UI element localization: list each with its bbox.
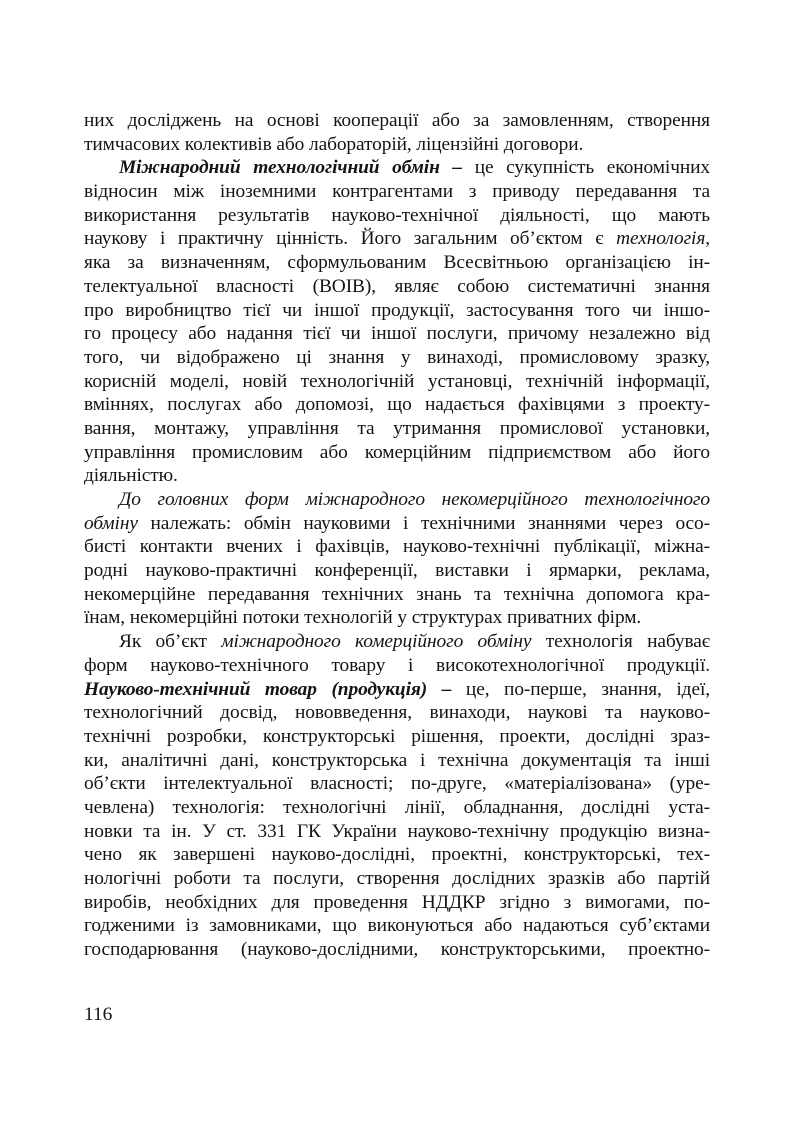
- text-run: нологічні роботи та послуги, створення дослідних зразків або партій: [84, 868, 710, 889]
- text-run: годженими із замовниками, що виконуються або надаються суб’єктами: [84, 915, 710, 937]
- text-line: [84, 441, 710, 465]
- text-line: [84, 488, 710, 512]
- paragraph: [84, 109, 710, 156]
- paragraph: [84, 156, 710, 488]
- text-line: [84, 749, 710, 773]
- text-line: [84, 393, 710, 417]
- text-run: належать: обмін науковими і технічними знаннями через осо-: [137, 512, 710, 534]
- text-line: [84, 891, 710, 915]
- text-line: [84, 654, 710, 678]
- text-run: виробів, необхідних для проведення НДДКР згідно з вимогами, по-: [84, 891, 710, 913]
- text-line: [84, 867, 710, 891]
- text-run: відносин між іноземними контрагентами з приводу передавання та: [84, 181, 710, 203]
- text-run: телектуальної власності (ВОІВ), являє собою систематичні знання: [84, 275, 710, 297]
- text-line: [84, 914, 710, 938]
- text-run: ки, аналітичні дані, конструкторська і технічна документація та інші: [84, 749, 710, 771]
- text-run: діяльністю.: [84, 465, 178, 487]
- text-run: технологія набуває: [531, 631, 711, 653]
- text-run: новки та ін. У ст. 331 ГК України науково-технічну продукцію визна-: [84, 820, 710, 842]
- page-number: 116: [84, 1004, 113, 1025]
- text-run: родні науково-практичні конференції, виставки і ярмарки, реклама,: [84, 560, 710, 582]
- text-run: того, чи відображено ці знання у винаході, промисловому зразку,: [84, 346, 710, 368]
- emphasis-text: Науково-технічний товар (продукція) –: [84, 678, 452, 700]
- text-run: наукову і практичну цінність. Його загальним об’єктом є: [84, 228, 617, 250]
- text-line: [84, 796, 710, 820]
- text-line: [84, 109, 710, 133]
- emphasis-text: технологія: [616, 228, 706, 250]
- text-run: яка за визначенням, сформульованим Всесвітньою організацією ін-: [84, 252, 710, 274]
- text-line: [84, 772, 710, 796]
- text-line: [84, 583, 710, 607]
- text-line: [84, 322, 710, 346]
- text-line: [84, 678, 710, 702]
- emphasis-text: міжнародного комерційного обміну: [221, 631, 532, 653]
- text-run: вміннях, послугах або допомозі, що надається фахівцями з проекту-: [84, 394, 710, 416]
- text-line: [84, 370, 710, 394]
- text-run: тимчасових колективів або лабораторій, ліцензійні договори.: [84, 133, 584, 155]
- text-line: [84, 725, 710, 749]
- text-line: [84, 275, 710, 299]
- text-run: вання, монтажу, управління та утримання промислової установки,: [84, 417, 710, 439]
- text-run: господарювання (науково-дослідними, конструкторськими, проектно-: [84, 939, 710, 961]
- text-run: корисній моделі, новій технологічній установці, технічній інформації,: [84, 370, 710, 392]
- text-run: управління промисловим або комерційним підприємством або його: [84, 441, 710, 463]
- text-line: [84, 251, 710, 275]
- text-run: Як об’єкт: [119, 631, 222, 653]
- text-line: [84, 630, 710, 654]
- text-run: це сукупність економічних: [462, 157, 710, 179]
- emphasis-text: Міжнародний технологічний обмін –: [119, 157, 463, 179]
- page-body: [84, 109, 710, 962]
- text-line: [84, 512, 710, 536]
- text-line: [84, 701, 710, 725]
- text-line: [84, 346, 710, 370]
- text-run: го процесу або надання тієї чи іншої послуги, причому незалежно від: [84, 323, 710, 345]
- text-line: [84, 464, 710, 488]
- text-line: [84, 156, 710, 180]
- text-line: [84, 843, 710, 867]
- text-line: [84, 606, 710, 630]
- text-line: [84, 938, 710, 962]
- text-line: [84, 180, 710, 204]
- text-run: технічні розробки, конструкторські рішення, проекти, дослідні зраз-: [84, 725, 710, 747]
- text-run: бисті контакти вчених і фахівців, науково-технічні публікації, міжна-: [84, 536, 710, 558]
- text-line: [84, 299, 710, 323]
- paragraph: [84, 488, 710, 630]
- text-run: це, по-перше, знання, ідеї,: [451, 678, 710, 700]
- paragraph: [84, 630, 710, 962]
- text-run: їнам, некомерційні потоки технологій у структурах приватних фірм.: [84, 607, 642, 629]
- text-run: ,: [705, 228, 710, 250]
- text-run: форм науково-технічного товару і високотехнологічної продукції.: [84, 654, 710, 676]
- text-run: об’єкти інтелектуальної власності; по-друге, «матеріалізована» (уре-: [84, 773, 710, 795]
- text-run: використання результатів науково-технічної діяльності, що мають: [84, 204, 710, 226]
- text-run: чено як завершені науково-дослідні, проектні, конструкторські, тех-: [84, 844, 710, 866]
- text-line: [84, 227, 710, 251]
- emphasis-text: обміну: [84, 512, 138, 534]
- text-run: них досліджень на основі кооперації або за замовленням, створення: [84, 110, 710, 131]
- text-run: некомерційне передавання технічних знань та технічна допомога кра-: [84, 583, 710, 605]
- text-line: [84, 133, 710, 157]
- text-line: [84, 204, 710, 228]
- text-line: [84, 559, 710, 583]
- text-line: [84, 820, 710, 844]
- text-line: [84, 417, 710, 441]
- text-line: [84, 535, 710, 559]
- emphasis-text: До головних форм міжнародного некомерційного технологічного: [119, 489, 710, 510]
- text-run: чевлена) технологія: технологічні лінії, обладнання, дослідні уста-: [84, 796, 710, 818]
- text-run: технологічний досвід, нововведення, винаходи, наукові та науково-: [84, 702, 710, 724]
- text-run: про виробництво тієї чи іншої продукції, застосування того чи іншо-: [84, 299, 710, 321]
